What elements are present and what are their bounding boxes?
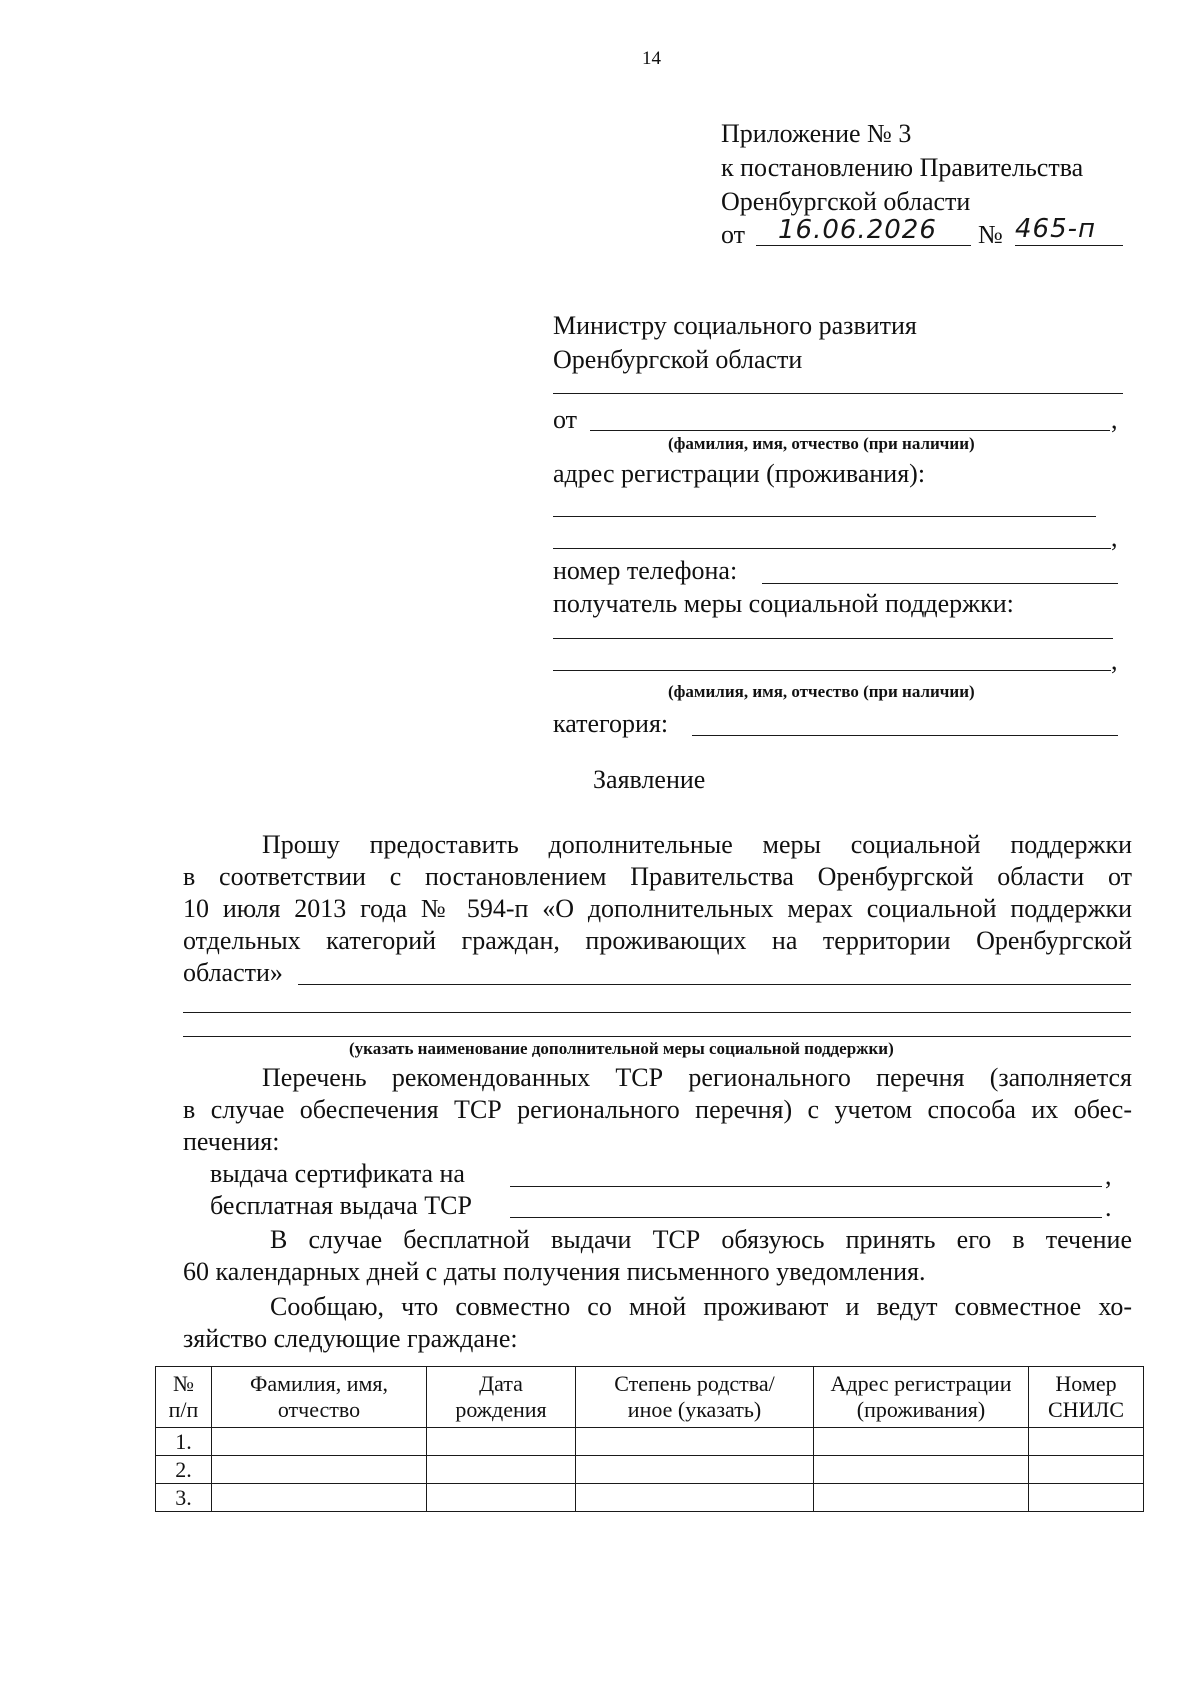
- text-line: печения:: [183, 1127, 280, 1156]
- free-issue-label: бесплатная выдача ТСР: [210, 1191, 472, 1220]
- handwritten-number: 465-п: [1015, 214, 1097, 244]
- column-header: Фамилия, имя, отчество: [212, 1367, 427, 1428]
- date-underline: [756, 245, 971, 246]
- category-field: [692, 735, 1118, 736]
- fio-hint: (фамилия, имя, отчество (при наличии): [668, 434, 975, 453]
- certificate-field: [510, 1186, 1102, 1187]
- fio-hint: (фамилия, имя, отчество (при наличии): [668, 682, 975, 701]
- table-cell: [212, 1484, 427, 1512]
- addressee-blank-line: [553, 393, 1123, 394]
- table-cell: [427, 1428, 576, 1456]
- comma: ,: [1111, 523, 1118, 552]
- table-cell: [427, 1456, 576, 1484]
- row-number: 1.: [156, 1428, 212, 1456]
- appendix-title: Приложение № 3: [721, 119, 912, 148]
- text-line: Сообщаю, что совместно со мной проживают и ведут совместное хо-: [270, 1292, 1132, 1321]
- comma: ,: [1111, 405, 1118, 434]
- column-header: Дата рождения: [427, 1367, 576, 1428]
- row-number: 3.: [156, 1484, 212, 1512]
- household-table: [155, 1366, 1144, 1512]
- page-number: 14: [642, 48, 661, 69]
- measure-field-1: [298, 984, 1131, 985]
- appendix-line3: Оренбургской области: [721, 187, 971, 216]
- measure-field-2: [183, 1012, 1131, 1013]
- period: .: [1105, 1193, 1112, 1222]
- table-cell: [814, 1428, 1029, 1456]
- free-issue-field: [510, 1217, 1102, 1218]
- text-line: в случае обеспечения ТСР регионального перечня) с учетом способа их обес-: [183, 1095, 1132, 1124]
- text-line: В случае бесплатной выдачи ТСР обязуюсь принять его в течение: [270, 1225, 1132, 1254]
- from-label: от: [553, 405, 578, 434]
- comma: ,: [1105, 1161, 1112, 1190]
- address-label: адрес регистрации (проживания):: [553, 459, 926, 488]
- row-number: 2.: [156, 1456, 212, 1484]
- category-label: категория:: [553, 709, 669, 738]
- table-cell: [212, 1456, 427, 1484]
- table-cell: [427, 1484, 576, 1512]
- column-header: Номер СНИЛС: [1029, 1367, 1144, 1428]
- table-cell: [576, 1484, 814, 1512]
- addressee-line1: Министру социального развития: [553, 311, 917, 340]
- number-underline: [1015, 245, 1123, 246]
- addressee-line2: Оренбургской области: [553, 345, 803, 374]
- table-cell: [576, 1456, 814, 1484]
- table-cell: [576, 1428, 814, 1456]
- table-header-row: [156, 1367, 1144, 1428]
- recipient-field-1: [553, 638, 1113, 639]
- column-header: № п/п: [156, 1367, 212, 1428]
- recipient-field-2: [553, 670, 1111, 671]
- measure-field-3: [183, 1036, 1131, 1037]
- phone-field: [762, 583, 1118, 584]
- table-cell: [814, 1484, 1029, 1512]
- address-field-2: [553, 548, 1111, 549]
- text-line: Перечень рекомендованных ТСР регионального перечня (заполняется: [262, 1063, 1132, 1092]
- phone-label: номер телефона:: [553, 556, 738, 585]
- appendix-from-label: от: [721, 220, 746, 249]
- table-row: [156, 1456, 1144, 1484]
- text-line: 10 июля 2013 года № 594-п «О дополнительных мерах социальной поддержки: [183, 894, 1132, 923]
- recipient-label: получатель меры социальной поддержки:: [553, 589, 1014, 618]
- table-row: [156, 1484, 1144, 1512]
- comma: ,: [1111, 646, 1118, 675]
- text-line: отдельных категорий граждан, проживающих на территории Оренбургской: [183, 926, 1132, 955]
- measure-hint: (указать наименование дополнительной меры социальной поддержки): [349, 1039, 894, 1058]
- text-line: 60 календарных дней с даты получения письменного уведомления.: [183, 1257, 926, 1286]
- handwritten-date: 16.06.2026: [778, 215, 937, 245]
- table-cell: [1029, 1428, 1144, 1456]
- table-cell: [212, 1428, 427, 1456]
- text-line: в соответствии с постановлением Правительства Оренбургской области от: [183, 862, 1132, 891]
- appendix-line2: к постановлению Правительства: [721, 153, 1084, 182]
- address-field-1: [553, 516, 1096, 517]
- text-line: области»: [183, 958, 283, 987]
- column-header: Степень родства/ иное (указать): [576, 1367, 814, 1428]
- document-title: Заявление: [593, 765, 706, 794]
- certificate-label: выдача сертификата на: [210, 1159, 465, 1188]
- column-header: Адрес регистрации (проживания): [814, 1367, 1029, 1428]
- text-line: зяйство следующие граждане:: [183, 1324, 518, 1353]
- appendix-number-label: №: [978, 220, 1003, 249]
- table-cell: [1029, 1484, 1144, 1512]
- text-line: Прошу предоставить дополнительные меры социальной поддержки: [262, 830, 1132, 859]
- table-cell: [1029, 1456, 1144, 1484]
- table-row: [156, 1428, 1144, 1456]
- table-cell: [814, 1456, 1029, 1484]
- from-name-field: [590, 430, 1110, 431]
